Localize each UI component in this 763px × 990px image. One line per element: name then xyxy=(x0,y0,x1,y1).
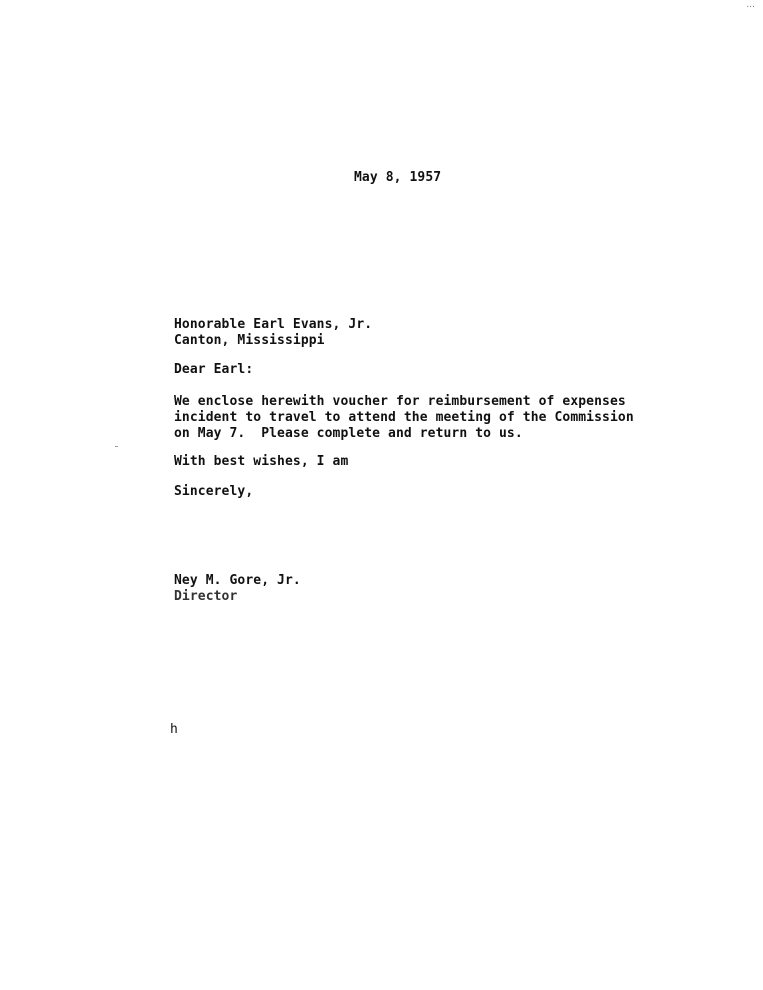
complimentary-close: Sincerely, xyxy=(174,484,254,499)
recipient-name: Honorable Earl Evans, Jr. xyxy=(174,317,373,332)
recipient-location: Canton, Mississippi xyxy=(174,333,325,348)
body-line-1: We enclose herewith voucher for reimbursement of expenses xyxy=(174,394,626,409)
body-line-2: incident to travel to attend the meeting of the Commission xyxy=(174,410,634,425)
body-line-3: on May 7. Please complete and return to us. xyxy=(174,426,523,441)
margin-mark xyxy=(115,446,118,447)
signer-title: Director xyxy=(174,589,238,604)
salutation: Dear Earl: xyxy=(174,362,254,377)
signer-name: Ney M. Gore, Jr. xyxy=(174,573,301,588)
typist-initials: h xyxy=(170,722,178,737)
letter-date: May 8, 1957 xyxy=(354,170,442,185)
closing-line: With best wishes, I am xyxy=(174,454,349,469)
corner-mark: ... xyxy=(746,0,755,10)
